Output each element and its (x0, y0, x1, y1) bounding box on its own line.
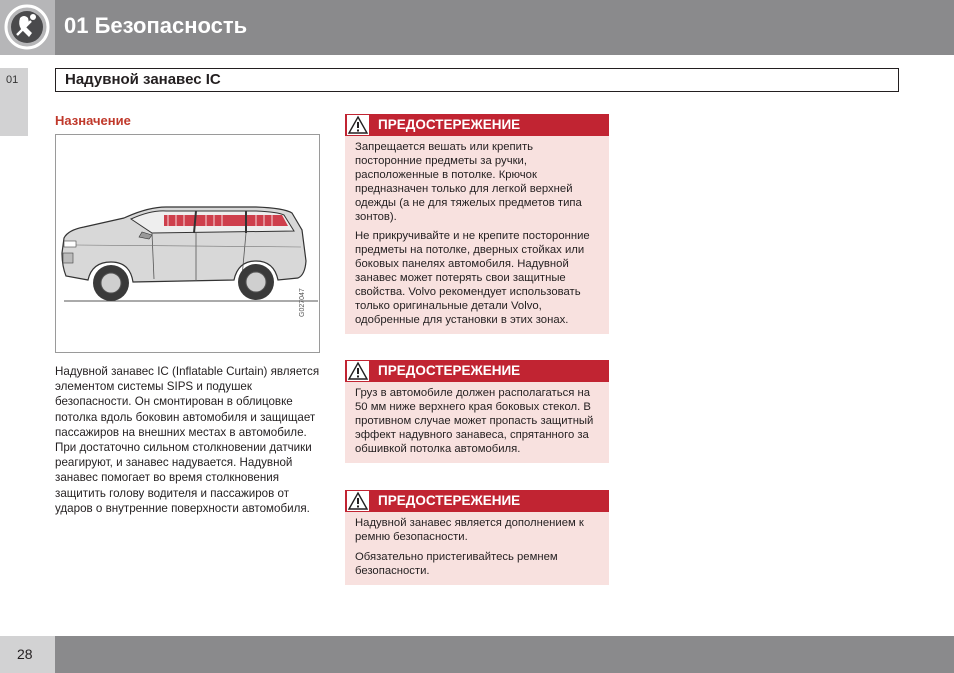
body-paragraph: Надувной занавес IC (Inflatable Curtain) является элементом системы SIPS и подушек безопасности. Он смонтирован в облицовке потолка вдоль боковин автомобиля и защищает пассажиров на внешних местах в автомобиле. При достаточно сильном столкновении датчики реагируют, и занавес надувается. Надувной занавес помогает во время столкновения защитить голову водителя и пассажиров от ударов о внутренние поверхности автомобиля. (55, 365, 320, 515)
page-header (0, 0, 954, 55)
warning-title: ПРЕДОСТЕРЕЖЕНИЕ (378, 363, 521, 378)
subheading: Назначение (55, 113, 131, 128)
warning-body (345, 512, 609, 585)
airbag-seat-icon (0, 0, 55, 55)
page-title: 01 Безопасность (64, 13, 248, 38)
warning-triangle-icon (347, 115, 369, 135)
section-title: Надувной занавес IC (65, 71, 221, 88)
page-footer (0, 636, 954, 673)
warning-body (345, 136, 609, 334)
section-title-bar (55, 68, 899, 92)
suv-inflatable-curtain-diagram (56, 135, 319, 352)
warning-header (345, 490, 609, 512)
car-illustration (55, 134, 320, 353)
figure-code: G027047 (299, 288, 306, 317)
warning-paragraph: Не прикручивайте и не крепите посторонние предметы на потолке, дверных стойках или боковых панелях автомобиля. Надувной занавес может потерять свои защитные свойства. Volvo рекомендует использовать только оригинальные детали Volvo, одобренные для установки в этих зонах. (355, 230, 590, 326)
warning-box-3 (345, 490, 609, 585)
warning-box-2 (345, 360, 609, 463)
page-number-box (0, 636, 55, 673)
warning-paragraph: Надувной занавес является дополнением к ремню безопасности. (355, 517, 584, 543)
warning-header (345, 360, 609, 382)
chapter-tab-label: 01 (6, 74, 19, 86)
warning-paragraph: Груз в автомобиле должен располагаться на 50 мм ниже верхнего края боковых стекол. В противном случае может пропасть защитный эффект надувного занавеса, спрятанного за обшивкой потолка автомобиля. (355, 387, 594, 455)
warning-body (345, 382, 609, 463)
warning-header (345, 114, 609, 136)
warning-triangle-icon (347, 491, 369, 511)
page-number: 28 (17, 646, 33, 662)
warning-paragraph: Обязательно пристегивайтесь ремнем безопасности. (355, 550, 558, 577)
chapter-tab (0, 68, 28, 136)
warning-triangle-icon (347, 361, 369, 381)
warning-paragraph: Запрещается вешать или крепить посторонние предметы за ручки, расположенные в потолке. Крючок предназначен только для легкой верхней одежды (а не для тяжелых предметов типа зонтов). (355, 141, 582, 223)
warning-box-1 (345, 114, 609, 334)
warning-title: ПРЕДОСТЕРЕЖЕНИЕ (378, 117, 521, 132)
warning-title: ПРЕДОСТЕРЕЖЕНИЕ (378, 493, 521, 508)
